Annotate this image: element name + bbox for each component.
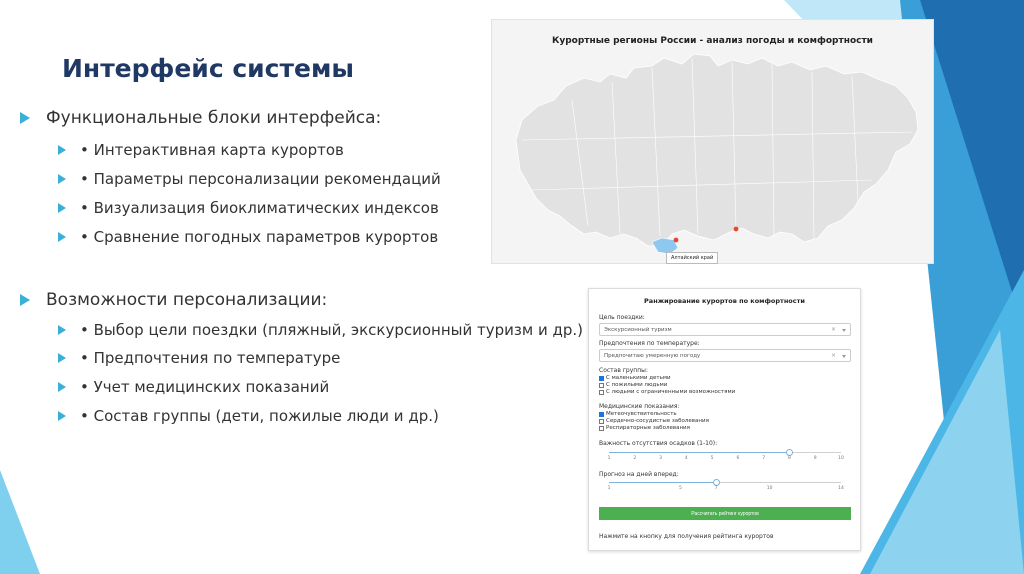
slider-tick-label: 6 (736, 456, 740, 461)
slider-tick-label: 1 (607, 456, 611, 461)
checkbox-label: Метеочувствительность (606, 411, 677, 417)
list-item-text: • Учет медицинских показаний (80, 378, 330, 396)
slider-tick-label: 9 (813, 456, 817, 461)
list-item (58, 349, 340, 367)
clear-icon[interactable]: × (830, 326, 836, 333)
list-item (58, 228, 438, 246)
checkbox-label: С пожилыми людьми (606, 382, 668, 388)
checkbox[interactable] (599, 412, 604, 417)
slider-tick-label: 5 (678, 486, 682, 491)
bullet-arrow-icon (20, 112, 30, 124)
goal-select-value: Экскурсионный туризм (604, 327, 672, 333)
slider-tick-label: 8 (788, 456, 791, 461)
bullet-arrow-icon (58, 353, 66, 363)
hint-text: Нажмите на кнопку для получения рейтинга курортов (599, 533, 774, 540)
medical-option[interactable] (599, 425, 690, 431)
list-item-text: • Выбор цели поездки (пляжный, экскурсионный туризм и др.) (80, 321, 583, 339)
temperature-select[interactable] (599, 349, 851, 362)
slider-fill (609, 452, 789, 453)
list-item (58, 141, 344, 159)
resort-map-panel[interactable] (491, 19, 934, 264)
form-title: Ранжирование курортов по комфортности (644, 297, 805, 305)
bullet-arrow-icon (58, 232, 66, 242)
list-item (58, 199, 439, 217)
resort-marker-baikal[interactable] (734, 227, 739, 232)
section-heading-text: Возможности персонализации: (46, 290, 328, 310)
checkbox-label: Сердечно-сосудистые заболевания (606, 418, 709, 424)
checkbox[interactable] (599, 390, 604, 395)
slider-tick-label: 7 (762, 456, 766, 461)
russia-map[interactable] (492, 20, 935, 265)
comfort-ranking-form (588, 288, 861, 551)
slider-fill (609, 482, 716, 483)
slider-tick-label: 14 (838, 486, 844, 491)
map-tooltip: Алтайский край (666, 252, 718, 264)
bullet-arrow-icon (58, 145, 66, 155)
checkbox[interactable] (599, 383, 604, 388)
precipitation-slider[interactable] (609, 452, 841, 453)
slider-tick-label: 4 (684, 456, 688, 461)
list-item (58, 170, 441, 188)
bullet-arrow-icon (20, 294, 30, 306)
slider-tick-label: 2 (633, 456, 637, 461)
slider-handle[interactable] (786, 449, 793, 456)
list-item (58, 378, 329, 396)
group-option[interactable] (599, 382, 667, 388)
slider-tick-label: 7 (714, 486, 718, 491)
goal-label: Цель поездки: (599, 314, 645, 321)
slider-tick-label: 1 (607, 486, 611, 491)
checkbox-label: С людьми с ограниченными возможностями (606, 389, 736, 395)
decor-corner-left (0, 470, 40, 574)
clear-icon[interactable]: × (830, 352, 836, 359)
list-item (58, 407, 439, 425)
temperature-label: Предпочтения по температуре: (599, 340, 700, 347)
bullet-arrow-icon (58, 411, 66, 421)
slider-tick-label: 10 (838, 456, 844, 461)
slider-tick-label: 5 (710, 456, 714, 461)
resort-marker-altai[interactable] (674, 238, 679, 243)
bullet-arrow-icon (58, 174, 66, 184)
temperature-select-value: Предпочитаю умеренную погоду (604, 353, 701, 359)
map-title: Курортные регионы России - анализ погоды и комфортности (552, 36, 873, 46)
list-item-text: • Визуализация биоклиматических индексов (80, 199, 439, 217)
section-heading-personalization (20, 290, 327, 310)
medical-option[interactable] (599, 411, 677, 417)
slider-tick-label: 3 (659, 456, 662, 461)
forecast-slider[interactable] (609, 482, 841, 483)
checkbox[interactable] (599, 419, 604, 424)
chevron-down-icon[interactable] (842, 329, 846, 332)
bullet-arrow-icon (58, 203, 66, 213)
list-item-text: • Предпочтения по температуре (80, 349, 341, 367)
slider-tick-label: 10 (766, 486, 773, 491)
calculate-rating-button[interactable]: Рассчитать рейтинг курортов (599, 507, 851, 520)
bullet-arrow-icon (58, 325, 66, 335)
list-item-text: • Параметры персонализации рекомендаций (80, 170, 441, 188)
group-label: Состав группы: (599, 367, 648, 374)
chevron-down-icon[interactable] (842, 355, 846, 358)
group-option[interactable] (599, 389, 735, 395)
bullet-arrow-icon (58, 382, 66, 392)
list-item (58, 321, 583, 339)
medical-option[interactable] (599, 418, 709, 424)
list-item-text: • Состав группы (дети, пожилые люди и др.) (80, 407, 439, 425)
checkbox-label: Респираторные заболевания (606, 425, 690, 431)
checkbox[interactable] (599, 426, 604, 431)
russia-landmass[interactable] (516, 54, 918, 246)
slider-handle[interactable] (713, 479, 720, 486)
goal-select[interactable] (599, 323, 851, 336)
list-item-text: • Интерактивная карта курортов (80, 141, 344, 159)
section-heading-blocks (20, 108, 381, 128)
slide-title: Интерфейс системы (62, 54, 354, 83)
medical-label: Медицинские показания: (599, 403, 680, 410)
precipitation-label: Важность отсутствия осадков (1-10): (599, 440, 718, 447)
checkbox-label: С маленькими детьми (606, 375, 671, 381)
checkbox[interactable] (599, 376, 604, 381)
list-item-text: • Сравнение погодных параметров курортов (80, 228, 439, 246)
group-option[interactable] (599, 375, 671, 381)
section-heading-text: Функциональные блоки интерфейса: (46, 108, 382, 128)
forecast-label: Прогноз на дней вперед: (599, 471, 679, 478)
